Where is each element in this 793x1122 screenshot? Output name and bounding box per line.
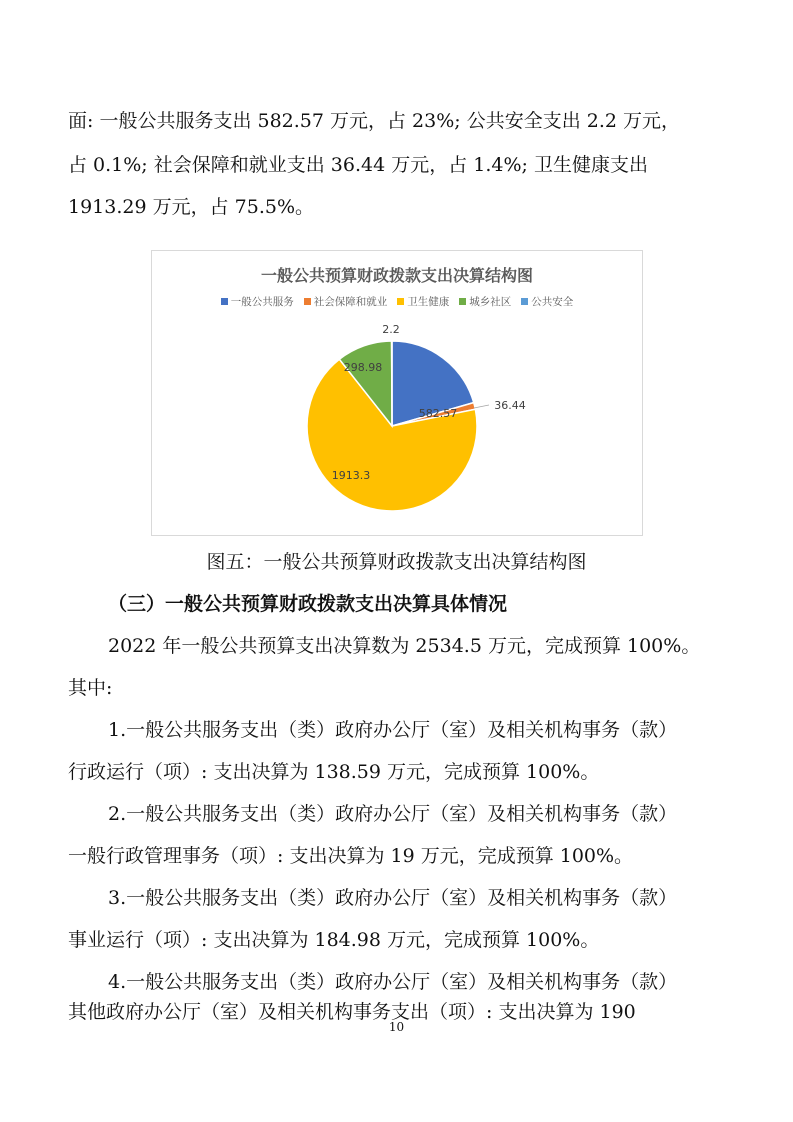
legend-label: 城乡社区: [469, 296, 512, 308]
item-3-line-2: 事业运行（项）: 支出决算为 184.98 万元，完成预算 100%。: [68, 929, 600, 951]
item-4-line-1: 4.一般公共服务支出（类）政府办公厅（室）及相关机构事务（款）: [108, 971, 678, 993]
item-3-line-1: 3.一般公共服务支出（类）政府办公厅（室）及相关机构事务（款）: [108, 887, 678, 909]
data-label-3: 1913.3: [331, 469, 371, 482]
legend-label: 卫生健康: [407, 296, 450, 308]
chart-title: 一般公共预算财政拨款支出决算结构图: [260, 266, 533, 285]
item-4-line-2: 其他政府办公厅（室）及相关机构事务支出（项）: 支出决算为 190: [68, 1001, 636, 1023]
body-text-among: 其中:: [68, 677, 113, 699]
legend-label: 公共安全: [531, 296, 574, 308]
legend-label: 一般公共服务: [230, 296, 294, 308]
body-text-line-3: 1913.29 万元，占 75.5%。: [68, 196, 315, 218]
item-2-line-1: 2.一般公共服务支出（类）政府办公厅（室）及相关机构事务（款）: [108, 803, 678, 825]
section-heading: （三）一般公共预算财政拨款支出决算具体情况: [108, 593, 508, 615]
data-label-5: 2.2: [382, 323, 400, 336]
legend-label: 社会保障和就业: [313, 296, 388, 308]
pie-chart: [151, 250, 643, 536]
figure-caption: 图五：一般公共预算财政拨款支出决算结构图: [206, 551, 587, 573]
data-label-2: 36.44: [494, 399, 526, 412]
pie-chart-svg: [152, 251, 642, 535]
data-label-1: 582.57: [418, 407, 458, 420]
data-label-4: 298.98: [343, 361, 383, 374]
body-text-summary: 2022 年一般公共预算支出决算数为 2534.5 万元，完成预算 100%。: [108, 635, 701, 657]
body-text-line-1: 面: 一般公共服务支出 582.57 万元，占 23%; 公共安全支出 2.2 万元，: [68, 110, 681, 132]
body-text-line-2: 占 0.1%; 社会保障和就业支出 36.44 万元，占 1.4%; 卫生健康支出: [68, 154, 648, 176]
item-1-line-2: 行政运行（项）: 支出决算为 138.59 万元，完成预算 100%。: [68, 761, 600, 783]
item-1-line-1: 1.一般公共服务支出（类）政府办公厅（室）及相关机构事务（款）: [108, 719, 678, 741]
leader-line: [474, 405, 489, 408]
page-number: 10: [388, 1020, 405, 1034]
item-2-line-2: 一般行政管理事务（项）: 支出决算为 19 万元，完成预算 100%。: [68, 845, 634, 867]
